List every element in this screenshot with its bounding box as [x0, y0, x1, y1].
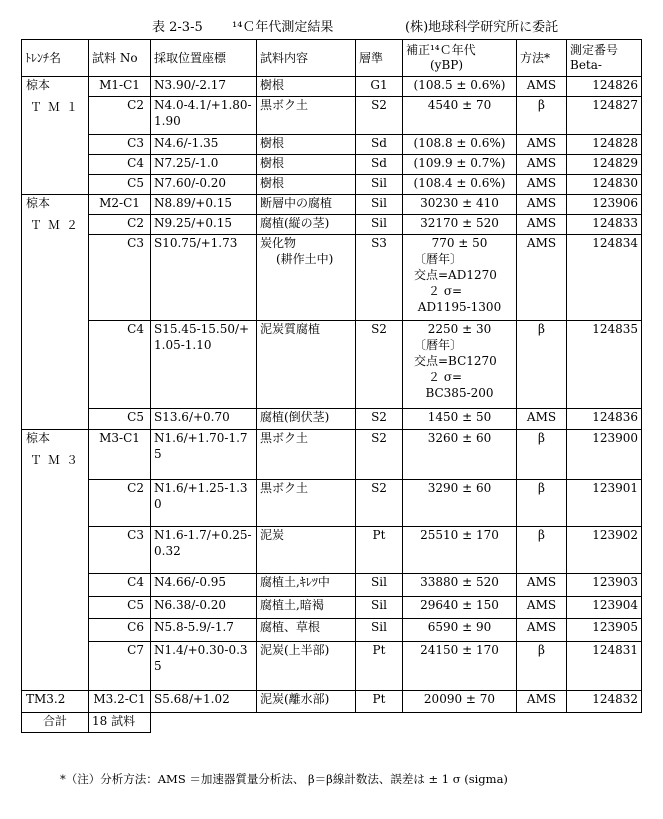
age-cell — [403, 619, 517, 642]
layer-cell: Sil — [356, 574, 403, 597]
content-cell — [257, 597, 356, 619]
content-text: 腐植土,暗褐 — [260, 598, 324, 612]
age-cell — [403, 135, 517, 155]
age-cell — [403, 430, 517, 480]
age-value: 20090 ± 70 — [423, 692, 496, 706]
layer-cell: Sil — [356, 195, 403, 215]
age-value: 30230 ± 410 — [420, 196, 499, 210]
coords-cell: S15.45-15.50/+1.05-1.10 — [151, 321, 257, 409]
age-range: AD1195-1300 — [417, 300, 502, 314]
trench-cell — [22, 430, 89, 691]
content-text: 泥炭(上半部) — [260, 643, 330, 657]
measurement-number-cell: 124831 — [567, 642, 642, 691]
header-row — [22, 40, 642, 77]
measurement-number-cell: 124829 — [567, 155, 642, 175]
layer-cell: S2 — [356, 480, 403, 527]
measurement-number-cell: 123902 — [567, 527, 642, 574]
layer-cell: S2 — [356, 430, 403, 480]
method-cell: β — [517, 642, 567, 691]
measurement-number-cell: 124826 — [567, 77, 642, 97]
total-value: 18 試料 — [89, 713, 151, 733]
method-cell: β — [517, 480, 567, 527]
header-coords: 採取位置座標 — [151, 40, 257, 77]
trench-name: 椋本 — [26, 78, 51, 92]
content-note: (耕作土中) — [276, 252, 334, 266]
commission-note: (株)地球科学研究所に委託 — [405, 20, 559, 35]
age-range: BC385-200 — [425, 386, 494, 400]
age-value: (108.5 ± 0.6%) — [413, 78, 506, 92]
method-cell: AMS — [517, 235, 567, 321]
coords-cell: N4.66/-0.95 — [151, 574, 257, 597]
method-cell: AMS — [517, 175, 567, 195]
table-row — [22, 430, 642, 480]
table-row — [22, 409, 642, 430]
header-sample-no: 試料 No — [89, 40, 151, 77]
age-value: 3260 ± 60 — [427, 431, 492, 445]
table-row — [22, 195, 642, 215]
content-text: 樹根 — [260, 136, 285, 150]
total-row — [22, 713, 642, 733]
coords-cell: N1.4/+0.30-0.35 — [151, 642, 257, 691]
sample-no-cell: C6 — [89, 619, 151, 642]
layer-cell: Pt — [356, 642, 403, 691]
age-cell — [403, 642, 517, 691]
method-cell: AMS — [517, 619, 567, 642]
content-cell — [257, 195, 356, 215]
age-value: 1450 ± 50 — [427, 410, 492, 424]
coords-cell: N1.6-1.7/+0.25-0.32 — [151, 527, 257, 574]
table-row — [22, 597, 642, 619]
age-cell — [403, 527, 517, 574]
content-cell — [257, 175, 356, 195]
age-value: 32170 ± 520 — [420, 216, 499, 230]
trench-name: TM3.2 — [26, 692, 66, 706]
sample-no-cell: C7 — [89, 642, 151, 691]
table-row — [22, 175, 642, 195]
age-cell — [403, 409, 517, 430]
age-cell — [403, 321, 517, 409]
table-heading: ¹⁴Ｃ年代測定結果 — [232, 20, 334, 35]
sample-no-cell: C4 — [89, 155, 151, 175]
measurement-number-cell: 123906 — [567, 195, 642, 215]
content-text: 腐植土,ｷﾚﾂ中 — [260, 575, 330, 589]
age-cell — [403, 77, 517, 97]
measurement-number-cell: 123904 — [567, 597, 642, 619]
sample-no-cell: C3 — [89, 235, 151, 321]
method-cell: AMS — [517, 215, 567, 235]
content-cell — [257, 409, 356, 430]
age-cell — [403, 195, 517, 215]
content-text: 炭化物 — [260, 236, 297, 250]
table-row — [22, 135, 642, 155]
content-cell — [257, 574, 356, 597]
measurement-number-cell: 124835 — [567, 321, 642, 409]
total-blank — [151, 713, 642, 733]
coords-cell: S13.6/+0.70 — [151, 409, 257, 430]
coords-cell: N7.25/-1.0 — [151, 155, 257, 175]
layer-cell: S3 — [356, 235, 403, 321]
table-row — [22, 77, 642, 97]
header-number: 測定番号 Beta- — [567, 40, 642, 77]
age-value: 6590 ± 90 — [427, 620, 492, 634]
method-cell: β — [517, 527, 567, 574]
content-cell — [257, 215, 356, 235]
measurement-number-cell: 124827 — [567, 97, 642, 135]
header-method: 方法* — [517, 40, 567, 77]
coords-cell: N4.0-4.1/+1.80-1.90 — [151, 97, 257, 135]
layer-cell: Pt — [356, 691, 403, 713]
measurement-number-cell: 123900 — [567, 430, 642, 480]
content-text: 腐植、草根 — [260, 620, 321, 634]
content-text: 腐植(縦の茎) — [260, 216, 330, 230]
trench-cell — [22, 195, 89, 430]
content-text: 断層中の腐植 — [260, 196, 333, 210]
table-row — [22, 321, 642, 409]
layer-cell: S2 — [356, 321, 403, 409]
sample-no-cell: C5 — [89, 409, 151, 430]
content-text: 樹根 — [260, 156, 285, 170]
layer-cell: S2 — [356, 97, 403, 135]
method-cell: AMS — [517, 691, 567, 713]
trench-id: ＴＭ１ — [30, 100, 85, 114]
age-value: 4540 ± 70 — [427, 98, 492, 112]
method-cell: β — [517, 430, 567, 480]
sample-no-cell: C3 — [89, 527, 151, 574]
sample-no-cell: C4 — [89, 574, 151, 597]
content-cell — [257, 430, 356, 480]
age-cell — [403, 691, 517, 713]
content-text: 黒ボク土 — [260, 431, 309, 445]
content-text: 腐植(倒伏茎) — [260, 410, 330, 424]
measurement-number-cell: 124828 — [567, 135, 642, 155]
age-sigma: ２ σ= — [428, 284, 463, 298]
layer-cell: Sd — [356, 135, 403, 155]
age-calendar-label: 〔暦年〕 — [414, 338, 463, 352]
content-text: 樹根 — [260, 78, 285, 92]
age-sigma: ２ σ= — [428, 370, 463, 384]
content-cell — [257, 619, 356, 642]
sample-no-cell: M3.2-C1 — [89, 691, 151, 713]
header-trench: ﾄﾚﾝﾁ名 — [22, 40, 89, 77]
layer-cell: Sil — [356, 619, 403, 642]
sample-no-cell: C2 — [89, 97, 151, 135]
coords-cell: S5.68/+1.02 — [151, 691, 257, 713]
sample-no-cell: C4 — [89, 321, 151, 409]
age-value: 33880 ± 520 — [420, 575, 499, 589]
method-cell: AMS — [517, 77, 567, 97]
age-intercept: 交点=BC1270 — [414, 354, 497, 368]
sample-no-cell: M1-C1 — [89, 77, 151, 97]
content-text: 黒ボク土 — [260, 98, 309, 112]
table-row — [22, 480, 642, 527]
measurement-number-cell: 124836 — [567, 409, 642, 430]
age-cell — [403, 215, 517, 235]
method-cell: AMS — [517, 409, 567, 430]
layer-cell: Sil — [356, 175, 403, 195]
footnote: *（注）分析方法：AMS ＝加速器質量分析法、 β＝β線計数法、誤差は ± 1 σ (sigma) — [60, 772, 508, 786]
sample-no-cell: C2 — [89, 215, 151, 235]
measurement-number-cell: 124830 — [567, 175, 642, 195]
age-cell — [403, 235, 517, 321]
header-age: 補正¹⁴Ｃ年代 (yBP) — [403, 40, 517, 77]
table-row — [22, 574, 642, 597]
coords-cell: N1.6/+1.70-1.75 — [151, 430, 257, 480]
age-intercept: 交点=AD1270 — [414, 268, 497, 282]
age-cell — [403, 480, 517, 527]
sample-no-cell: C3 — [89, 135, 151, 155]
table-number: 表 2-3-5 — [152, 20, 203, 35]
age-value: 29640 ± 150 — [420, 598, 499, 612]
coords-cell: N7.60/-0.20 — [151, 175, 257, 195]
age-value: 2250 ± 30 — [427, 322, 492, 336]
age-value: 24150 ± 170 — [420, 643, 499, 657]
coords-cell: N3.90/-2.17 — [151, 77, 257, 97]
sample-no-cell: C5 — [89, 597, 151, 619]
radiocarbon-table — [21, 39, 642, 733]
content-cell — [257, 480, 356, 527]
age-cell — [403, 97, 517, 135]
sample-no-cell: M2-C1 — [89, 195, 151, 215]
content-cell — [257, 77, 356, 97]
layer-cell: G1 — [356, 77, 403, 97]
table-row — [22, 97, 642, 135]
header-layer: 層準 — [356, 40, 403, 77]
sample-no-cell: C2 — [89, 480, 151, 527]
table-row — [22, 527, 642, 574]
age-value: 770 ± 50 — [431, 236, 488, 250]
content-cell — [257, 691, 356, 713]
age-cell — [403, 597, 517, 619]
age-cell — [403, 574, 517, 597]
content-cell — [257, 235, 356, 321]
layer-cell: Sd — [356, 155, 403, 175]
age-value: (109.9 ± 0.7%) — [413, 156, 506, 170]
trench-id: ＴＭ２ — [30, 218, 85, 232]
age-value: (108.4 ± 0.6%) — [413, 176, 506, 190]
age-value: (108.8 ± 0.6%) — [413, 136, 506, 150]
measurement-number-cell: 124833 — [567, 215, 642, 235]
age-cell — [403, 155, 517, 175]
measurement-number-cell: 124832 — [567, 691, 642, 713]
layer-cell: Sil — [356, 597, 403, 619]
age-value: 25510 ± 170 — [420, 528, 499, 542]
coords-cell: S10.75/+1.73 — [151, 235, 257, 321]
content-text: 樹根 — [260, 176, 285, 190]
content-text: 泥炭質腐植 — [260, 322, 321, 336]
coords-cell: N1.6/+1.25-1.30 — [151, 480, 257, 527]
coords-cell: N6.38/-0.20 — [151, 597, 257, 619]
trench-name: 椋本 — [26, 431, 51, 445]
table-row — [22, 691, 642, 713]
sample-no-cell: M3-C1 — [89, 430, 151, 480]
method-cell: β — [517, 321, 567, 409]
method-cell: AMS — [517, 574, 567, 597]
method-cell: AMS — [517, 195, 567, 215]
content-cell — [257, 321, 356, 409]
content-cell — [257, 97, 356, 135]
age-value: 3290 ± 60 — [427, 481, 492, 495]
content-text: 泥炭(離水部) — [260, 692, 330, 706]
trench-cell — [22, 691, 89, 713]
table-row — [22, 642, 642, 691]
layer-cell: S2 — [356, 409, 403, 430]
age-calendar-label: 〔暦年〕 — [414, 252, 463, 266]
table-row — [22, 215, 642, 235]
measurement-number-cell: 123905 — [567, 619, 642, 642]
layer-cell: Sil — [356, 215, 403, 235]
measurement-number-cell: 123903 — [567, 574, 642, 597]
coords-cell: N8.89/+0.15 — [151, 195, 257, 215]
layer-cell: Pt — [356, 527, 403, 574]
coords-cell: N5.8-5.9/-1.7 — [151, 619, 257, 642]
content-cell — [257, 135, 356, 155]
table-row — [22, 155, 642, 175]
coords-cell: N9.25/+0.15 — [151, 215, 257, 235]
content-cell — [257, 527, 356, 574]
content-cell — [257, 155, 356, 175]
age-cell — [403, 175, 517, 195]
trench-cell — [22, 77, 89, 195]
method-cell: β — [517, 97, 567, 135]
method-cell: AMS — [517, 135, 567, 155]
measurement-number-cell: 124834 — [567, 235, 642, 321]
method-cell: AMS — [517, 597, 567, 619]
header-content: 試料内容 — [257, 40, 356, 77]
trench-id: ＴＭ３ — [30, 453, 85, 467]
method-cell: AMS — [517, 155, 567, 175]
sample-no-cell: C5 — [89, 175, 151, 195]
table-title — [0, 16, 663, 36]
measurement-number-cell: 123901 — [567, 480, 642, 527]
content-text: 黒ボク土 — [260, 481, 309, 495]
trench-name: 椋本 — [26, 196, 51, 210]
table-row — [22, 235, 642, 321]
coords-cell: N4.6/-1.35 — [151, 135, 257, 155]
total-label: 合計 — [22, 713, 89, 733]
content-cell — [257, 642, 356, 691]
table-row — [22, 619, 642, 642]
content-text: 泥炭 — [260, 528, 285, 542]
